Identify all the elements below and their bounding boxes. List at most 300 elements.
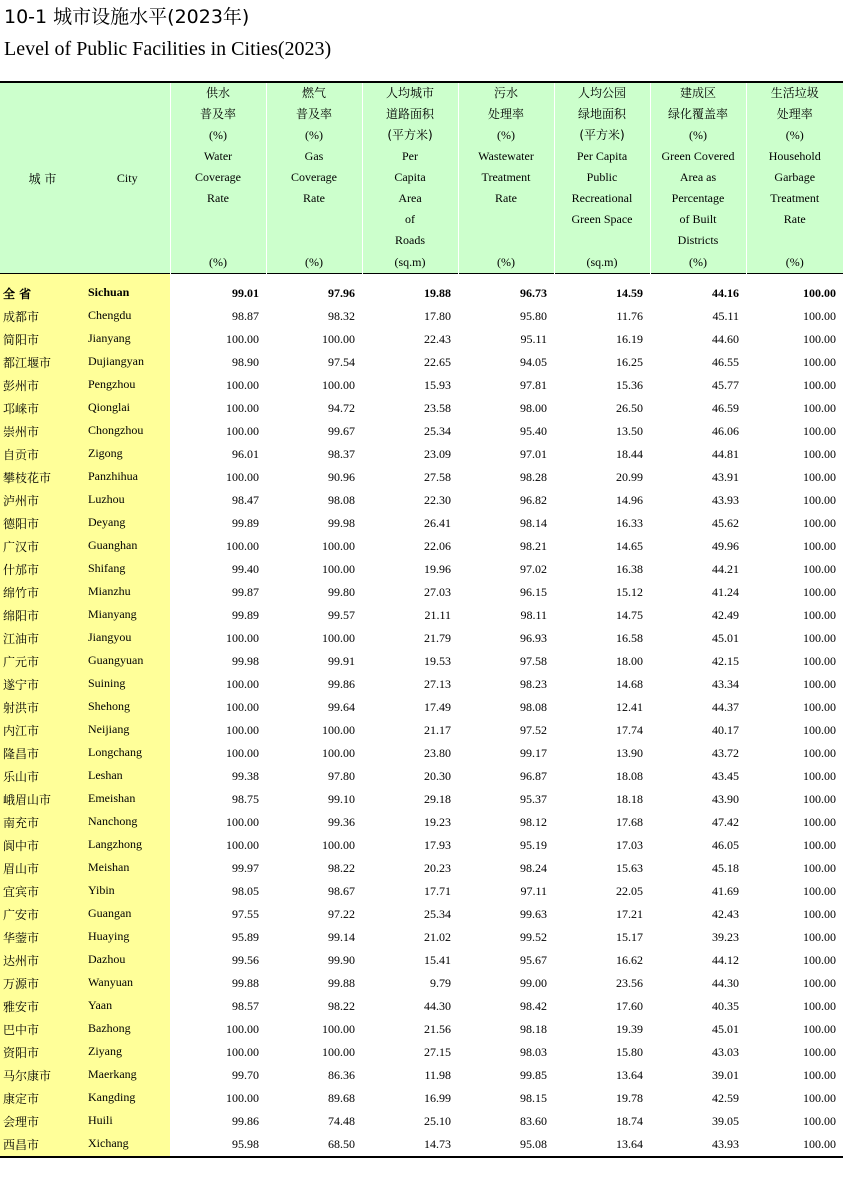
table-body [0, 274, 843, 1158]
table-row [0, 880, 843, 903]
cell-water-coverage: 100.00 [226, 838, 259, 852]
cell-garbage-treatment: 100.00 [803, 769, 836, 783]
cell-wastewater-treatment: 97.58 [520, 654, 547, 668]
cell-water-coverage: 100.00 [226, 1045, 259, 1059]
cell-gas-coverage: 98.32 [328, 309, 355, 323]
cell-wastewater-treatment: 99.00 [520, 976, 547, 990]
city-name-cn: 泸州市 [3, 494, 40, 508]
cell-roads-per-capita: 23.58 [424, 401, 451, 415]
header-line: 绿化覆盖率 [667, 107, 728, 121]
cell-green-covered-area: 43.03 [712, 1045, 739, 1059]
city-name-en: Guangyuan [88, 653, 144, 667]
cell-roads-per-capita: 19.23 [424, 815, 451, 829]
cell-roads-per-capita: 20.30 [424, 769, 451, 783]
cell-green-space-per-capita: 12.41 [616, 700, 643, 714]
header-line: Rate [495, 191, 517, 205]
city-cell [0, 650, 170, 673]
city-name-cn: 华蓥市 [3, 931, 40, 945]
cell-water-coverage: 99.01 [232, 286, 259, 300]
city-name-cn: 隆昌市 [3, 747, 40, 761]
cell-green-space-per-capita: 22.05 [616, 884, 643, 898]
city-name-cn: 绵阳市 [3, 609, 40, 623]
table-row [0, 788, 843, 811]
cell-gas-coverage: 100.00 [322, 838, 355, 852]
table-row [0, 374, 843, 397]
cell-green-space-per-capita: 18.44 [616, 447, 643, 461]
cell-water-coverage: 99.87 [232, 585, 259, 599]
cell-green-space-per-capita: 16.25 [616, 355, 643, 369]
table-row [0, 1087, 843, 1110]
table-row [0, 903, 843, 926]
city-name-cn: 自贡市 [3, 448, 40, 462]
header-line: (平方米) [579, 128, 625, 142]
cell-roads-per-capita: 27.15 [424, 1045, 451, 1059]
city-name-cn: 西昌市 [3, 1138, 40, 1152]
table-row [0, 742, 843, 765]
cell-green-covered-area: 41.24 [712, 585, 739, 599]
cell-gas-coverage: 99.90 [328, 953, 355, 967]
city-name-cn: 成都市 [3, 310, 40, 324]
cell-garbage-treatment: 100.00 [803, 1114, 836, 1128]
cell-green-space-per-capita: 26.50 [616, 401, 643, 415]
cell-gas-coverage: 99.86 [328, 677, 355, 691]
cell-roads-per-capita: 9.79 [430, 976, 451, 990]
table-header [0, 82, 843, 274]
cell-wastewater-treatment: 98.08 [520, 700, 547, 714]
header-line: Water [203, 149, 233, 163]
city-cell [0, 857, 170, 880]
city-name-en: Chongzhou [88, 423, 144, 437]
cell-gas-coverage: 100.00 [322, 631, 355, 645]
table-row [0, 420, 843, 443]
cell-green-covered-area: 45.77 [712, 378, 739, 392]
cell-roads-per-capita: 29.18 [424, 792, 451, 806]
city-name-cn: 内江市 [3, 724, 40, 738]
table-row [0, 857, 843, 880]
cell-green-covered-area: 46.05 [712, 838, 739, 852]
cell-roads-per-capita: 23.80 [424, 746, 451, 760]
cell-water-coverage: 99.98 [232, 654, 259, 668]
header-green-covered-area [650, 82, 746, 274]
cell-green-covered-area: 43.34 [712, 677, 739, 691]
cell-gas-coverage: 100.00 [322, 332, 355, 346]
city-cell [0, 420, 170, 443]
cell-green-covered-area: 44.21 [712, 562, 739, 576]
city-cell [0, 834, 170, 857]
cell-garbage-treatment: 100.00 [803, 1045, 836, 1059]
cell-water-coverage: 99.70 [232, 1068, 259, 1082]
header-city-en: City [116, 170, 138, 185]
header-line: 建成区 [679, 86, 716, 100]
city-name-cn: 马尔康市 [3, 1069, 52, 1083]
table-row [0, 995, 843, 1018]
cell-roads-per-capita: 25.34 [424, 424, 451, 438]
cell-garbage-treatment: 100.00 [803, 493, 836, 507]
header-line: (%) [305, 128, 323, 142]
cell-green-covered-area: 45.18 [712, 861, 739, 875]
cell-roads-per-capita: 21.56 [424, 1022, 451, 1036]
city-cell [0, 351, 170, 374]
cell-garbage-treatment: 100.00 [803, 976, 836, 990]
cell-roads-per-capita: 21.11 [424, 608, 451, 622]
city-name-en: Yibin [88, 883, 115, 897]
cell-water-coverage: 100.00 [226, 539, 259, 553]
cell-water-coverage: 99.97 [232, 861, 259, 875]
cell-water-coverage: 98.05 [232, 884, 259, 898]
city-cell [0, 282, 170, 305]
cell-roads-per-capita: 16.99 [424, 1091, 451, 1105]
cell-green-space-per-capita: 15.80 [616, 1045, 643, 1059]
cell-gas-coverage: 100.00 [322, 562, 355, 576]
cell-wastewater-treatment: 98.03 [520, 1045, 547, 1059]
cell-water-coverage: 99.86 [232, 1114, 259, 1128]
city-name-cn: 攀枝花市 [3, 471, 52, 485]
cell-green-covered-area: 40.17 [712, 723, 739, 737]
city-cell [0, 443, 170, 466]
table-row [0, 512, 843, 535]
cell-green-covered-area: 44.81 [712, 447, 739, 461]
header-line: Area as [679, 170, 717, 184]
cell-gas-coverage: 97.80 [328, 769, 355, 783]
cell-green-covered-area: 40.35 [712, 999, 739, 1013]
cell-garbage-treatment: 100.00 [803, 838, 836, 852]
city-name-cn: 遂宁市 [3, 678, 40, 692]
table-row [0, 1018, 843, 1041]
city-name-en: Guangan [88, 906, 132, 920]
header-line: of [405, 212, 415, 226]
cell-gas-coverage: 99.14 [328, 930, 355, 944]
cell-green-covered-area: 44.30 [712, 976, 739, 990]
cell-wastewater-treatment: 94.05 [520, 355, 547, 369]
city-cell [0, 765, 170, 788]
table-row [0, 926, 843, 949]
city-name-en: Jianyang [88, 331, 131, 345]
city-name-en: Shifang [88, 561, 126, 575]
header-line: Treatment [770, 191, 820, 205]
cell-gas-coverage: 98.22 [328, 999, 355, 1013]
table-row [0, 696, 843, 719]
city-name-en: Huaying [88, 929, 130, 943]
cell-garbage-treatment: 100.00 [803, 562, 836, 576]
header-line: Rate [783, 212, 806, 226]
cell-roads-per-capita: 19.96 [424, 562, 451, 576]
cell-gas-coverage: 99.64 [328, 700, 355, 714]
cell-roads-per-capita: 22.65 [424, 355, 451, 369]
cell-roads-per-capita: 15.93 [424, 378, 451, 392]
city-name-en: Huili [88, 1113, 113, 1127]
cell-garbage-treatment: 100.00 [803, 286, 836, 300]
cell-gas-coverage: 100.00 [322, 539, 355, 553]
city-cell [0, 742, 170, 765]
table-row [0, 834, 843, 857]
cell-green-covered-area: 46.55 [712, 355, 739, 369]
cell-garbage-treatment: 100.00 [803, 1022, 836, 1036]
cell-garbage-treatment: 100.00 [803, 585, 836, 599]
cell-green-space-per-capita: 14.65 [616, 539, 643, 553]
city-name-en: Meishan [88, 860, 130, 874]
city-name-cn: 乐山市 [3, 770, 40, 784]
header-line: Area [398, 191, 422, 205]
city-name-en: Neijiang [88, 722, 130, 736]
cell-gas-coverage: 99.80 [328, 585, 355, 599]
cell-water-coverage: 100.00 [226, 723, 259, 737]
header-line: 普及率 [295, 107, 332, 121]
city-name-en: Dazhou [88, 952, 126, 966]
header-line: 生活垃圾 [770, 86, 819, 100]
cell-gas-coverage: 100.00 [322, 746, 355, 760]
cell-garbage-treatment: 100.00 [746, 1133, 843, 1157]
cell-water-coverage: 100.00 [226, 1022, 259, 1036]
table-row [0, 650, 843, 673]
cell-water-coverage: 96.01 [232, 447, 259, 461]
cell-wastewater-treatment: 98.12 [520, 815, 547, 829]
header-line: (%) [497, 128, 515, 142]
cell-green-space-per-capita: 16.58 [616, 631, 643, 645]
cell-gas-coverage: 100.00 [322, 1045, 355, 1059]
city-name-cn: 彭州市 [3, 379, 40, 393]
cell-green-space-per-capita: 18.74 [616, 1114, 643, 1128]
cell-garbage-treatment: 100.00 [803, 608, 836, 622]
table-row [0, 443, 843, 466]
city-name-cn: 峨眉山市 [3, 793, 52, 807]
city-name-cn: 达州市 [3, 954, 40, 968]
city-cell [0, 903, 170, 926]
city-cell [0, 512, 170, 535]
cell-garbage-treatment: 100.00 [803, 424, 836, 438]
cell-garbage-treatment: 100.00 [803, 999, 836, 1013]
cell-water-coverage: 100.00 [226, 700, 259, 714]
city-name-en: Panzhihua [88, 469, 138, 483]
header-unit: (%) [305, 255, 323, 269]
facilities-table [0, 81, 843, 1158]
header-unit: (%) [689, 255, 707, 269]
city-name-cn: 江油市 [3, 632, 40, 646]
city-cell [0, 374, 170, 397]
cell-water-coverage: 99.40 [232, 562, 259, 576]
header-line: 绿地面积 [577, 107, 626, 121]
header-line: 道路面积 [385, 107, 434, 121]
table-row [0, 765, 843, 788]
city-name-cn: 巴中市 [3, 1023, 40, 1037]
cell-roads-per-capita: 11.98 [424, 1068, 451, 1082]
cell-roads-per-capita: 25.34 [424, 907, 451, 921]
cell-green-space-per-capita: 13.64 [616, 1068, 643, 1082]
cell-green-space-per-capita: 17.03 [616, 838, 643, 852]
cell-garbage-treatment: 100.00 [803, 677, 836, 691]
cell-water-coverage: 97.55 [232, 907, 259, 921]
cell-gas-coverage: 94.72 [328, 401, 355, 415]
cell-roads-per-capita: 17.80 [424, 309, 451, 323]
city-name-en: Qionglai [88, 400, 130, 414]
table-row [0, 466, 843, 489]
table-row [0, 627, 843, 650]
cell-water-coverage: 100.00 [226, 401, 259, 415]
city-cell [0, 880, 170, 903]
cell-green-covered-area: 45.62 [712, 516, 739, 530]
cell-green-covered-area: 39.01 [712, 1068, 739, 1082]
cell-green-space-per-capita: 15.17 [616, 930, 643, 944]
cell-water-coverage: 100.00 [226, 424, 259, 438]
cell-roads-per-capita: 27.03 [424, 585, 451, 599]
cell-water-coverage: 100.00 [226, 378, 259, 392]
cell-water-coverage: 99.38 [232, 769, 259, 783]
cell-gas-coverage: 97.96 [328, 286, 355, 300]
city-name-en: Chengdu [88, 308, 132, 322]
table-row [0, 1064, 843, 1087]
province-total-row [0, 282, 843, 305]
cell-gas-coverage: 99.91 [328, 654, 355, 668]
header-line: of Built [679, 212, 717, 226]
table-row [0, 305, 843, 328]
cell-green-covered-area: 44.16 [712, 286, 739, 300]
cell-gas-coverage: 99.10 [328, 792, 355, 806]
cell-wastewater-treatment: 99.85 [520, 1068, 547, 1082]
city-cell [0, 305, 170, 328]
cell-garbage-treatment: 100.00 [803, 1091, 836, 1105]
header-line: Household [768, 149, 821, 163]
header-line: Green Space [571, 212, 633, 226]
cell-gas-coverage: 99.98 [328, 516, 355, 530]
cell-green-space-per-capita: 15.36 [616, 378, 643, 392]
table-row [0, 581, 843, 604]
cell-roads-per-capita: 17.71 [424, 884, 451, 898]
city-cell [0, 1064, 170, 1087]
cell-wastewater-treatment: 97.52 [520, 723, 547, 737]
table-row [0, 1133, 843, 1157]
cell-garbage-treatment: 100.00 [803, 447, 836, 461]
cell-garbage-treatment: 100.00 [803, 631, 836, 645]
cell-garbage-treatment: 100.00 [803, 1068, 836, 1082]
cell-gas-coverage: 99.67 [328, 424, 355, 438]
cell-water-coverage: 98.75 [232, 792, 259, 806]
cell-green-space-per-capita: 16.62 [616, 953, 643, 967]
table-row [0, 489, 843, 512]
cell-gas-coverage: 98.67 [328, 884, 355, 898]
header-line: Coverage [291, 170, 337, 184]
cell-roads-per-capita: 22.06 [424, 539, 451, 553]
header-line: 处理率 [487, 107, 524, 121]
cell-roads-per-capita: 17.49 [424, 700, 451, 714]
city-name-en: Zigong [88, 446, 123, 460]
header-line: Districts [677, 233, 719, 247]
cell-water-coverage: 100.00 [226, 1091, 259, 1105]
table-row [0, 535, 843, 558]
table-row [0, 351, 843, 374]
header-line: Public [586, 170, 618, 184]
cell-green-covered-area: 43.72 [712, 746, 739, 760]
cell-gas-coverage: 99.88 [328, 976, 355, 990]
city-name-en: Guanghan [88, 538, 138, 552]
city-name-cn: 都江堰市 [3, 356, 52, 370]
header-unit: (%) [209, 255, 227, 269]
cell-roads-per-capita: 17.93 [424, 838, 451, 852]
city-name-en: Maerkang [88, 1067, 137, 1081]
city-name-en: Jiangyou [88, 630, 132, 644]
city-name-en: Dujiangyan [88, 354, 144, 368]
cell-water-coverage: 98.87 [232, 309, 259, 323]
separator-row [0, 274, 843, 283]
cell-green-space-per-capita: 17.74 [616, 723, 643, 737]
city-name-en: Deyang [88, 515, 126, 529]
city-name-cn: 绵竹市 [3, 586, 40, 600]
city-cell [0, 489, 170, 512]
city-cell [0, 1018, 170, 1041]
city-cell [0, 673, 170, 696]
cell-water-coverage: 99.89 [232, 516, 259, 530]
city-name-en: Luzhou [88, 492, 125, 506]
city-name-cn: 南充市 [3, 816, 40, 830]
city-name-en: Shehong [88, 699, 130, 713]
city-cell [0, 1110, 170, 1133]
cell-wastewater-treatment: 95.40 [520, 424, 547, 438]
cell-green-covered-area: 42.49 [712, 608, 739, 622]
cell-gas-coverage: 97.22 [328, 907, 355, 921]
header-line: Treatment [481, 170, 531, 184]
cell-gas-coverage: 97.54 [328, 355, 355, 369]
city-cell [0, 397, 170, 420]
table-row [0, 673, 843, 696]
city-name-en: Pengzhou [88, 377, 136, 391]
table-row [0, 972, 843, 995]
cell-water-coverage: 100.00 [226, 746, 259, 760]
cell-wastewater-treatment: 95.80 [520, 309, 547, 323]
cell-water-coverage: 98.57 [232, 999, 259, 1013]
cell-wastewater-treatment: 95.67 [520, 953, 547, 967]
city-name-en: Ziyang [88, 1044, 122, 1058]
cell-garbage-treatment: 100.00 [803, 930, 836, 944]
city-name-cn: 广汉市 [3, 540, 40, 554]
cell-green-space-per-capita: 14.96 [616, 493, 643, 507]
cell-gas-coverage: 89.68 [328, 1091, 355, 1105]
cell-wastewater-treatment: 98.14 [520, 516, 547, 530]
header-city [0, 82, 170, 274]
cell-green-covered-area: 39.05 [712, 1114, 739, 1128]
city-cell [0, 1041, 170, 1064]
cell-green-covered-area: 43.90 [712, 792, 739, 806]
cell-green-covered-area: 44.60 [712, 332, 739, 346]
cell-green-space-per-capita: 14.68 [616, 677, 643, 691]
city-cell [0, 1087, 170, 1110]
cell-green-space-per-capita: 13.64 [554, 1133, 650, 1157]
table-row [0, 1110, 843, 1133]
cell-gas-coverage: 99.36 [328, 815, 355, 829]
header-line: Roads [395, 233, 425, 247]
cell-garbage-treatment: 100.00 [803, 516, 836, 530]
header-unit: (%) [497, 255, 515, 269]
header-line: Rate [303, 191, 325, 205]
cell-green-space-per-capita: 17.21 [616, 907, 643, 921]
page-title-en: Level of Public Facilities in Cities(2023) [4, 38, 332, 60]
cell-green-space-per-capita: 16.38 [616, 562, 643, 576]
table-row [0, 604, 843, 627]
cell-roads-per-capita: 19.53 [424, 654, 451, 668]
city-cell [0, 627, 170, 650]
cell-green-covered-area: 44.37 [712, 700, 739, 714]
cell-water-coverage: 99.89 [232, 608, 259, 622]
city-name-en: Bazhong [88, 1021, 131, 1035]
header-line: Garbage [774, 170, 816, 184]
header-line: 人均公园 [577, 86, 626, 100]
city-cell [0, 581, 170, 604]
cell-garbage-treatment: 100.00 [803, 815, 836, 829]
cell-gas-coverage: 100.00 [322, 378, 355, 392]
cell-water-coverage: 95.89 [232, 930, 259, 944]
cell-green-covered-area: 45.01 [712, 1022, 739, 1036]
cell-garbage-treatment: 100.00 [803, 723, 836, 737]
cell-green-space-per-capita: 16.19 [616, 332, 643, 346]
cell-wastewater-treatment: 98.24 [520, 861, 547, 875]
city-cell [0, 719, 170, 742]
